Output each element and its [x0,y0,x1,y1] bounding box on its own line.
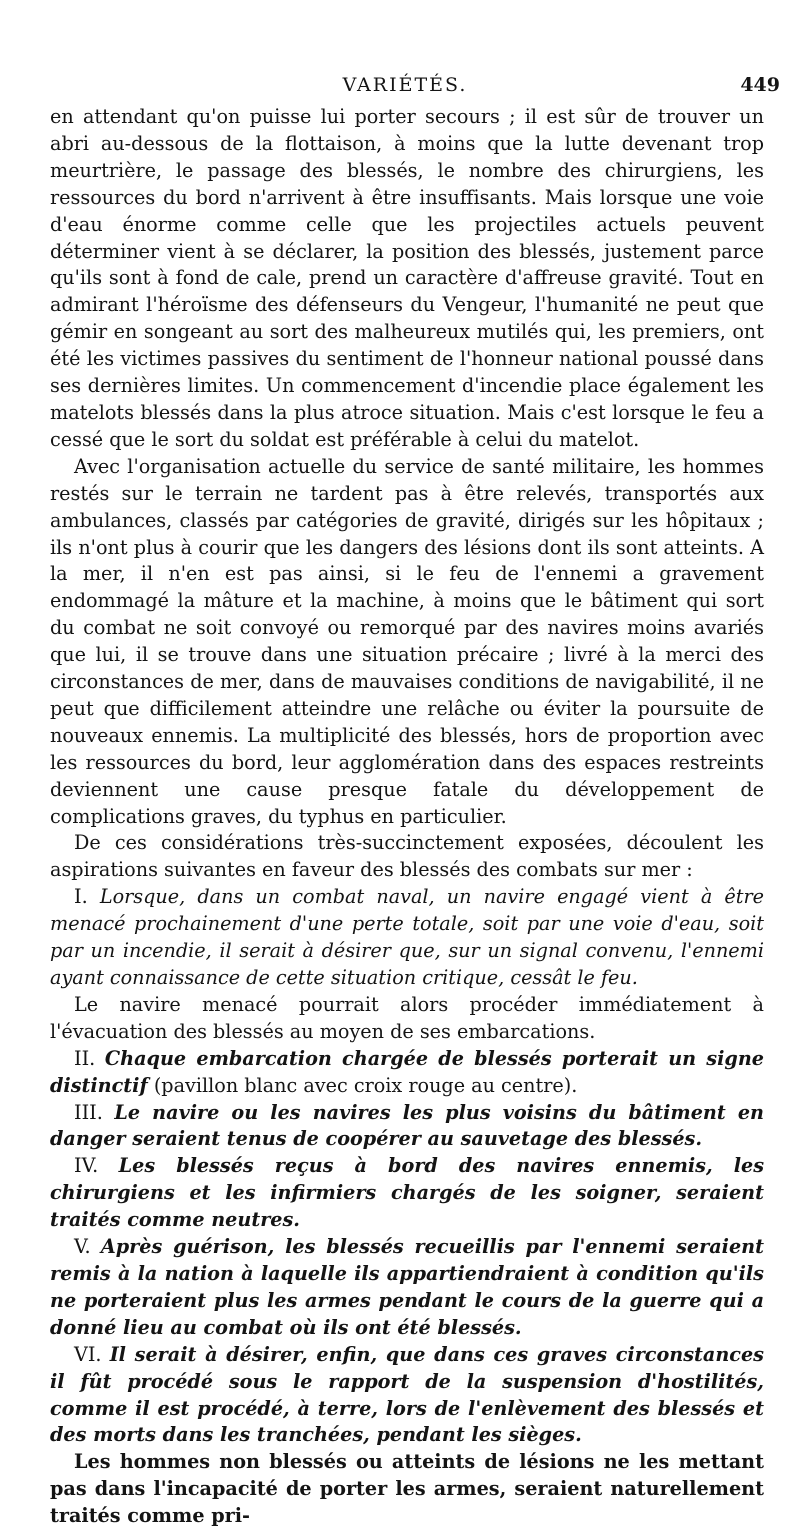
article-4: IV. Les blessés reçus à bord des navires ennemis, les chirurgiens et les infirmiers chargés de les soigner, seraient traités comme neutres. [50,1154,764,1232]
running-title: VARIÉTÉS. [342,74,468,96]
paragraph: Le navire menacé pourrait alors procéder immédiatement à l'évacuation des blessés au moyen de ses embarcations. [50,992,764,1043]
page-header [50,70,780,100]
paragraph: Les hommes non blessés ou atteints de lésions ne les mettant pas dans l'incapacité de porter les armes, seraient naturellement traités comme pri- [50,1450,764,1528]
paragraph: De ces considérations très-succinctement exposées, découlent les aspirations suivantes en faveur des blessés des combats sur mer : [50,831,764,882]
article-3: III. Le navire ou les navires les plus voisins du bâtiment en danger seraient tenus de coopérer au sauvetage des blessés. [50,1100,764,1151]
article-6: VI. Il serait à désirer, enfin, que dans ces graves circonstances il fût procédé sous le rapport de la suspension d'hostilités, comme il est procédé, à terre, lors de l'enlèvement des blessés et des morts dans les tranchées, pendant les sièges. [50,1342,764,1447]
page-body [50,104,764,1530]
article-1: I. Lorsque, dans un combat naval, un navire engagé vient à être menacé prochainement d'une perte totale, soit par une voie d'eau, soit par un incendie, il serait à désirer que, sur un signal convenu, l'ennemi ayant connaissance de cette situation critique, cessât le feu. [50,885,764,989]
article-5: V. Après guérison, les blessés recueillis par l'ennemi seraient remis à la nation à laquelle ils appartiendraient à condition qu'ils ne porteraient plus les armes pendant le cours de la guerre qui a donné lieu au combat où ils ont été blessés. [50,1235,764,1339]
paragraph: Avec l'organisation actuelle du service de santé militaire, les hommes restés sur le terrain ne tardent pas à être relevés, transportés aux ambulances, classés par catégories de gravité, dirigés sur les hôpitaux ; ils n'ont plus à courir que les dangers des lésions dont ils sont atteints. A la mer, il n'en est pas ainsi, si le feu de l'ennemi a gravement endommagé la mâture et la machine, à moins que le bâtiment qui sort du combat ne soit convoyé ou remorqué par des navires moins avariés que lui, il se trouve dans une situation précaire ; livré à la merci des circonstances de mer, dans de mauvaises conditions de navigabilité, il ne peut que difficilement atteindre une relâche ou éviter la poursuite de nouveaux ennemis. La multiplicité des blessés, hors de proportion avec les ressources du bord, leur agglomération dans des espaces restreints deviennent une cause presque fatale du développement de complications graves, du typhus en particulier. [50,454,764,828]
page-number: 449 [740,74,780,96]
article-2: II. Chaque embarcation chargée de blessés porterait un signe distinctif (pavillon blanc avec croix rouge au centre). [50,1046,764,1097]
paragraph: en attendant qu'on puisse lui porter secours ; il est sûr de trouver un abri au-dessous de la flottaison, à moins que la lutte devenant trop meurtrière, le passage des blessés, le nombre des chirurgiens, les ressources du bord n'arrivent à être insuffisants. Mais lorsque une voie d'eau énorme comme celle que les projectiles actuels peuvent déterminer vient à se déclarer, la position des blessés, justement parce qu'ils sont à fond de cale, prend un caractère d'affreuse gravité. Tout en admirant l'héroïsme des défenseurs du Vengeur, l'humanité ne peut que gémir en songeant au sort des malheureux mutilés qui, les premiers, ont été les victimes passives du sentiment de l'honneur national poussé dans ses dernières limites. Un commencement d'incendie place également les matelots blessés dans la plus atroce situation. Mais c'est lorsque le feu a cessé que le sort du soldat est préférable à celui du matelot. [50,105,764,451]
